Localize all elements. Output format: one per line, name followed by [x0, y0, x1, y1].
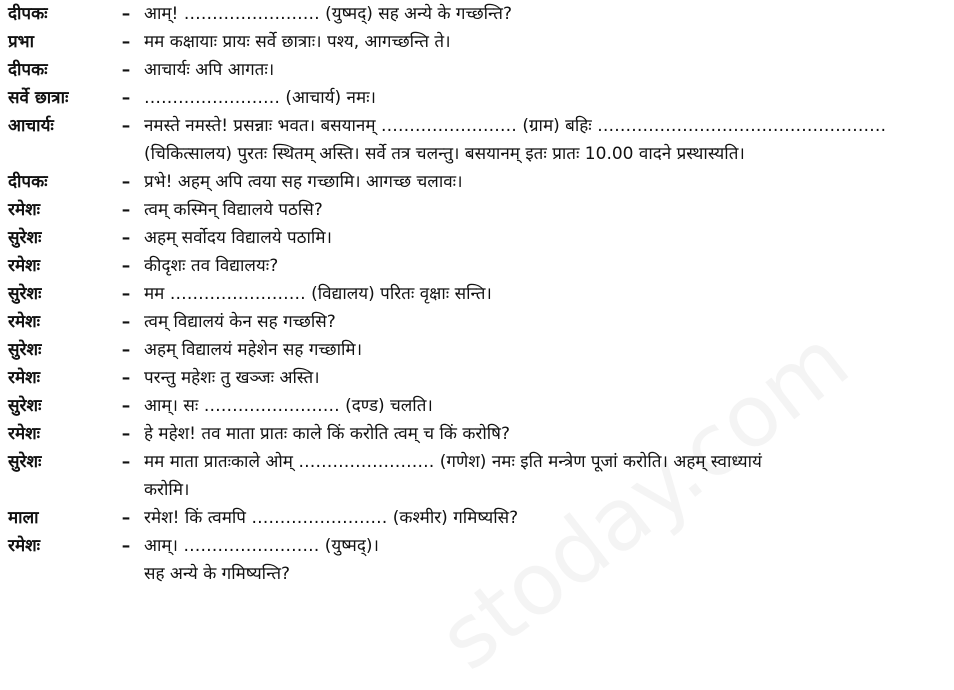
dash-separator: – — [121, 256, 131, 276]
dialogue-line — [0, 448, 954, 504]
dialogue-text: त्वम् कस्मिन् विद्यालये पठसि? — [144, 200, 323, 220]
speaker-name: सुरेशः — [8, 228, 42, 248]
speaker-name: दीपकः — [8, 4, 48, 24]
speaker-name: रमेशः — [8, 256, 41, 276]
dialogue-line — [0, 364, 954, 392]
dialogue-text: रमेश! किं त्वमपि …………………… (कश्मीर) गमिष्यसि? — [144, 508, 519, 528]
dialogue-line — [0, 112, 954, 168]
dialogue-text: प्रभे! अहम् अपि त्वया सह गच्छामि। आगच्छ चलावः। — [144, 172, 463, 192]
dash-separator: – — [121, 396, 131, 416]
dialogue-text-line: नमस्ते नमस्ते! प्रसन्नाः भवत। बसयानम् …………………… (ग्राम) बहिः …………………………………………… — [144, 116, 887, 136]
dialogue-line — [0, 84, 954, 112]
dialogue-line — [0, 420, 954, 448]
dialogue-text: हे महेश! तव माता प्रातः काले किं करोति त्वम् च किं करोषि? — [144, 424, 511, 444]
dash-separator: – — [121, 284, 131, 304]
speaker-name: दीपकः — [8, 60, 48, 80]
dialogue-line — [0, 532, 954, 588]
dash-separator: – — [121, 4, 131, 24]
dialogue-text: आम्। सः …………………… (दण्ड) चलति। — [144, 396, 433, 416]
dialogue-text — [144, 448, 924, 504]
dialogue-line — [0, 392, 954, 420]
dialogue-continuation: (चिकित्सालय) पुरतः स्थितम् अस्ति। सर्वे तत्र चलन्तु। बसयानम् इतः प्रातः 10.00 वादने प्रस्थास्यति। — [144, 144, 745, 164]
speaker-name: माला — [8, 508, 39, 528]
dialogue-line — [0, 504, 954, 532]
dialogue-line — [0, 280, 954, 308]
dialogue-line — [0, 0, 954, 28]
dialogue-text: त्वम् विद्यालयं केन सह गच्छसि? — [144, 312, 336, 332]
dialogue-text: कीदृशः तव विद्यालयः? — [144, 256, 279, 276]
dash-separator: – — [121, 424, 131, 444]
dash-separator: – — [121, 368, 131, 388]
speaker-name: सुरेशः — [8, 396, 42, 416]
dialogue-line — [0, 168, 954, 196]
speaker-name: रमेशः — [8, 424, 41, 444]
dialogue-line — [0, 308, 954, 336]
speaker-name: रमेशः — [8, 200, 41, 220]
dialogue-text-line: आम्। …………………… (युष्मद्)। — [144, 536, 379, 556]
dash-separator: – — [121, 536, 131, 556]
dialogue-line — [0, 336, 954, 364]
dash-separator: – — [121, 32, 131, 52]
speaker-name: दीपकः — [8, 172, 48, 192]
speaker-name: आचार्यः — [8, 116, 54, 136]
dialogue-line — [0, 28, 954, 56]
dialogue-text: अहम् सर्वोदय विद्यालये पठामि। — [144, 228, 332, 248]
dash-separator: – — [121, 340, 131, 360]
dialogue-continuation: सह अन्ये के गमिष्यन्ति? — [144, 564, 291, 584]
speaker-name: प्रभा — [8, 32, 35, 52]
speaker-name: सुरेशः — [8, 452, 42, 472]
dialogue-text: परन्तु महेशः तु खञ्जः अस्ति। — [144, 368, 320, 388]
speaker-name: रमेशः — [8, 368, 41, 388]
dash-separator: – — [121, 88, 131, 108]
dash-separator: – — [121, 452, 131, 472]
dialogue-text-line: मम माता प्रातःकाले ओम् …………………… (गणेश) नमः इति मन्त्रेण पूजां करोति। अहम् स्वाध्यायं — [144, 452, 762, 472]
speaker-name: सुरेशः — [8, 340, 42, 360]
dialogue-text: अहम् विद्यालयं महेशेन सह गच्छामि। — [144, 340, 363, 360]
speaker-name: रमेशः — [8, 312, 41, 332]
speaker-name: रमेशः — [8, 536, 41, 556]
dash-separator: – — [121, 508, 131, 528]
dash-separator: – — [121, 60, 131, 80]
dialogue-text: मम कक्षायाः प्रायः सर्वे छात्राः। पश्य, आगच्छन्ति ते। — [144, 32, 451, 52]
dialogue-line — [0, 56, 954, 84]
dialogue-line — [0, 252, 954, 280]
dialogue-text: आचार्यः अपि आगतः। — [144, 60, 275, 80]
dialogue-continuation: करोमि। — [144, 480, 190, 500]
dash-separator: – — [121, 116, 131, 136]
speaker-name: सुरेशः — [8, 284, 42, 304]
dash-separator: – — [121, 312, 131, 332]
dash-separator: – — [121, 172, 131, 192]
dialogue-text: मम …………………… (विद्यालय) परितः वृक्षाः सन्ति। — [144, 284, 492, 304]
dash-separator: – — [121, 200, 131, 220]
dialogue-text: आम्! …………………… (युष्मद्) सह अन्ये के गच्छन्ति? — [144, 4, 513, 24]
dialogue-line — [0, 224, 954, 252]
dialogue-text — [144, 112, 924, 168]
dialogue-line — [0, 196, 954, 224]
dialogue-text: …………………… (आचार्य) नमः। — [144, 88, 376, 108]
speaker-name: सर्वे छात्राः — [8, 88, 69, 108]
dash-separator: – — [121, 228, 131, 248]
dialogue-text — [144, 532, 924, 588]
